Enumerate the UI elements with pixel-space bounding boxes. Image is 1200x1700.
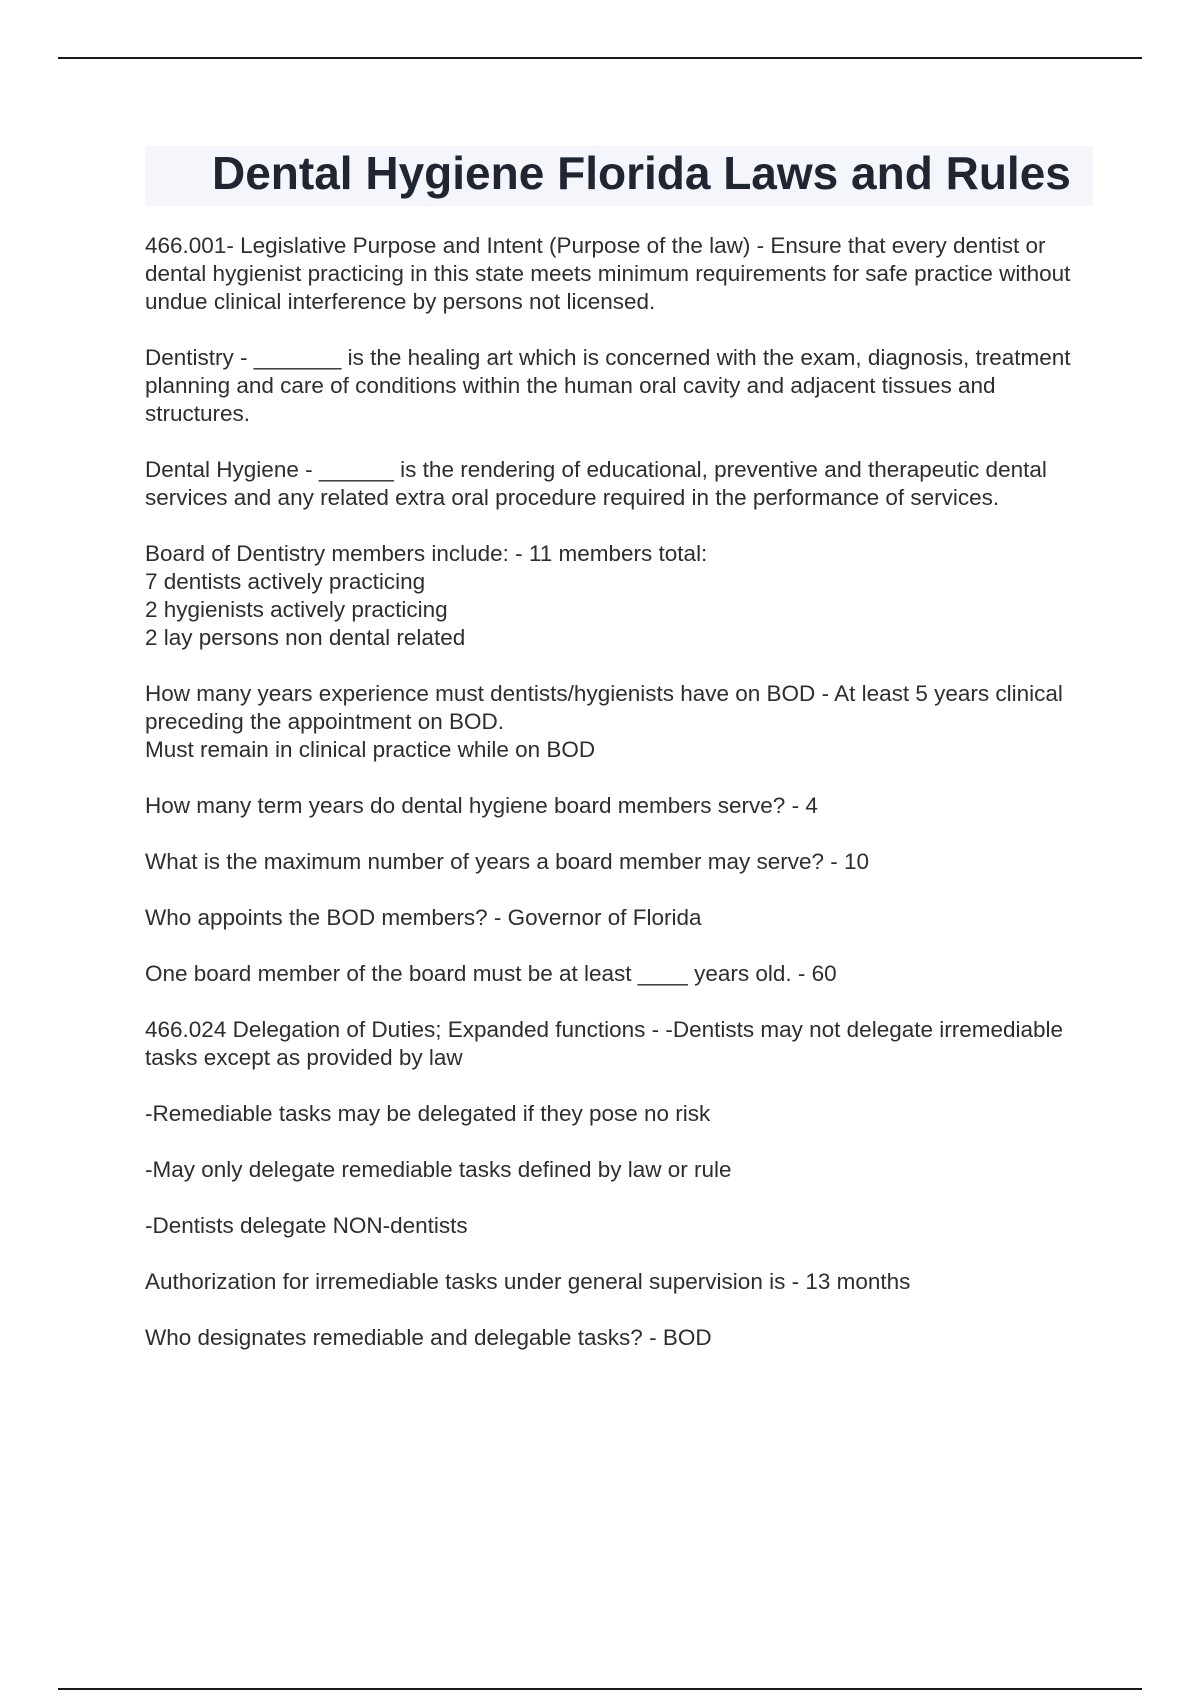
answer-text: 11 members total: 7 dentists actively practicing 2 hygienists actively practicing 2 lay persons non dental related	[145, 541, 708, 650]
list-item	[145, 1324, 1095, 1352]
answer-text: 10	[844, 849, 870, 874]
question-text: Authorization for irremediable tasks under general supervision is -	[145, 1269, 805, 1294]
question-text: What is the maximum number of years a board member may serve? -	[145, 849, 844, 874]
question-text: How many years experience must dentists/hygienists have on BOD -	[145, 681, 834, 706]
flashcard-list	[145, 232, 1095, 1352]
question-text: Who designates remediable and delegable tasks? -	[145, 1325, 663, 1350]
answer-text: -Dentists may not delegate irremediable tasks except as provided by law -Remediable tasks may be delegated if they pose no risk -May only delegate remediable tasks defined by law or rule -Dentists delegate NON-dentists	[145, 1017, 1064, 1238]
question-text: Who appoints the BOD members? -	[145, 905, 508, 930]
list-item	[145, 792, 1095, 820]
answer-text: ______ is the rendering of educational, preventive and therapeutic dental services and any related extra oral procedure required in the performance of services.	[145, 457, 1047, 510]
list-item	[145, 848, 1095, 876]
question-text: 466.001- Legislative Purpose and Intent (Purpose of the law) -	[145, 233, 770, 258]
answer-text: _______ is the healing art which is concerned with the exam, diagnosis, treatment planning and care of conditions within the human oral cavity and adjacent tissues and structures.	[145, 345, 1071, 426]
question-text: Board of Dentistry members include: -	[145, 541, 529, 566]
answer-text: 13 months	[805, 1269, 911, 1294]
question-text: One board member of the board must be at least ____ years old. -	[145, 961, 812, 986]
question-text: How many term years do dental hygiene board members serve? -	[145, 793, 805, 818]
document-body	[145, 146, 1095, 1380]
list-item	[145, 344, 1095, 428]
list-item	[145, 904, 1095, 932]
answer-text: Ensure that every dentist or dental hygienist practicing in this state meets minimum requirements for safe practice without undue clinical interference by persons not licensed.	[145, 233, 1071, 314]
document-title: Dental Hygiene Florida Laws and Rules	[212, 147, 1071, 199]
title-band	[145, 146, 1093, 206]
answer-text: 4	[805, 793, 818, 818]
list-item	[145, 680, 1095, 764]
list-item	[145, 960, 1095, 988]
list-item	[145, 456, 1095, 512]
answer-text: Governor of Florida	[507, 905, 702, 930]
question-text: Dentistry -	[145, 345, 254, 370]
list-item	[145, 1268, 1095, 1296]
answer-text: BOD	[662, 1325, 712, 1350]
top-rule	[58, 57, 1142, 59]
list-item	[145, 540, 1095, 652]
question-text: 466.024 Delegation of Duties; Expanded functions -	[145, 1017, 665, 1042]
list-item	[145, 232, 1095, 316]
bottom-rule	[58, 1688, 1142, 1690]
answer-text: At least 5 years clinical preceding the appointment on BOD. Must remain in clinical practice while on BOD	[145, 681, 1063, 762]
answer-text: 60	[811, 961, 837, 986]
list-item	[145, 1016, 1095, 1240]
question-text: Dental Hygiene -	[145, 457, 319, 482]
